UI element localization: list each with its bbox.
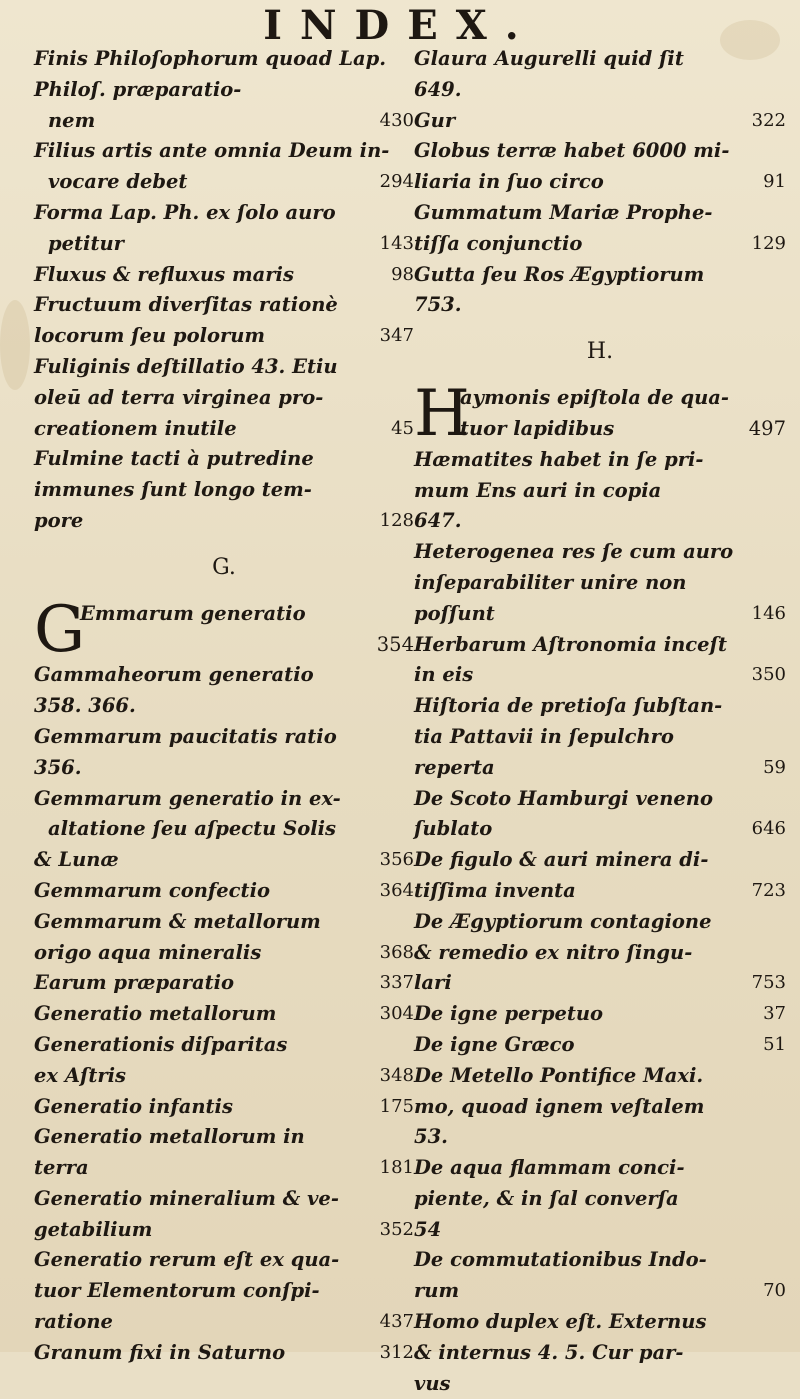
index-entry — [414, 229, 786, 260]
entry-text: Finis Philoſophorum quoad Lap. Philoſ. præparatio- — [34, 47, 386, 101]
entry-text: vus — [414, 1371, 451, 1395]
page-number: 294 — [379, 171, 414, 193]
index-entry — [34, 1338, 414, 1369]
entry-text: locorum ſeu polorum — [34, 324, 266, 348]
entry-text: De figulo & auri minera di- — [414, 848, 709, 872]
index-entry — [34, 506, 414, 537]
entry-text: Gemmarum generatio in ex- — [34, 786, 341, 810]
index-entry — [34, 907, 414, 938]
entry-text: Hiſtoria de pretioſa ſubſtan- — [414, 694, 723, 718]
drop-cap: H — [414, 377, 470, 452]
index-entry — [34, 784, 414, 846]
index-entry — [414, 198, 786, 229]
page-number: 91 — [763, 171, 786, 193]
index-entry — [34, 352, 414, 383]
page-number: 304 — [379, 1003, 414, 1025]
index-entry — [34, 660, 414, 691]
index-entry — [414, 1122, 786, 1153]
index-entry — [414, 260, 786, 291]
entry-text: Hæmatites habet in ſe pri- — [414, 447, 704, 471]
section-letter-g: G. — [212, 554, 236, 580]
page-number: 59 — [763, 756, 786, 778]
entry-text: De Metello Pontifice Maxi. — [414, 1063, 704, 1087]
index-entry — [34, 1092, 414, 1123]
entry-text: Fluxus & refluxus maris — [34, 262, 294, 286]
entry-text: Forma Lap. Ph. ex ſolo auro — [34, 200, 336, 224]
index-entry — [414, 845, 786, 876]
paper-stain — [0, 300, 30, 390]
entry-text: tia Pattavii in ſepulchro — [414, 724, 674, 748]
index-entry — [414, 44, 786, 75]
index-entry — [34, 383, 414, 414]
drop-cap-entry — [414, 377, 786, 452]
entry-continuation: nem — [48, 108, 96, 132]
entry-continuation — [80, 630, 414, 661]
entry-text: Gutta ſeu Ros Ægyptiorum — [414, 262, 705, 286]
drop-cap-entry — [34, 592, 414, 667]
entry-text: Generationis diſparitas — [34, 1032, 288, 1056]
page-number: 37 — [763, 1003, 786, 1025]
entry-text: Generatio metallorum — [34, 1002, 277, 1026]
entry-text: in eis — [414, 663, 474, 687]
entry-text: 647. — [414, 509, 462, 533]
index-entry — [34, 321, 414, 352]
index-entry — [34, 414, 414, 445]
page-number: 70 — [763, 1280, 786, 1302]
page-number: 753 — [751, 972, 786, 994]
index-entry — [34, 722, 414, 753]
page-number: 356 — [379, 849, 414, 871]
index-entry — [34, 1307, 414, 1338]
entry-text: creationem inutile — [34, 416, 237, 440]
page-number: 347 — [379, 325, 414, 347]
page-number: 45 — [391, 417, 414, 439]
entry-text: & Lunæ — [34, 848, 119, 872]
index-entry — [414, 1061, 786, 1092]
entry-text: De Scoto Hamburgi veneno — [414, 786, 713, 810]
index-entry — [414, 445, 786, 476]
entry-text: reperta — [414, 755, 495, 779]
entry-text: 53. — [414, 1125, 448, 1149]
index-entry — [414, 1369, 786, 1399]
entry-text: 358. 366. — [34, 694, 136, 718]
entry-text: Filius artis ante omnia Deum in- — [34, 139, 390, 163]
entry-text: Gemmarum confectio — [34, 878, 270, 902]
entry-text: getabilium — [34, 1217, 153, 1241]
page-number: 146 — [751, 602, 786, 624]
index-entry — [414, 290, 786, 321]
index-entry — [34, 845, 414, 876]
index-entry — [414, 876, 786, 907]
left-column — [34, 44, 414, 1369]
index-entry — [414, 753, 786, 784]
entry-text: Generatio rerum eſt ex qua- — [34, 1248, 340, 1272]
index-entry — [34, 475, 414, 506]
index-entry — [34, 290, 414, 321]
entry-text: mum Ens auri in copia — [414, 478, 662, 502]
index-entry — [414, 1030, 786, 1061]
index-entry — [414, 167, 786, 198]
entry-text: Granum fixi in Saturno — [34, 1340, 286, 1364]
entry-text: De aqua flammam conci- — [414, 1156, 685, 1180]
entry-text: Generatio mineralium & ve- — [34, 1186, 339, 1210]
entry-continuation: tuor lapidibus 497 — [460, 414, 786, 445]
page-number: 497 — [748, 416, 786, 440]
index-heading: INDEX. — [263, 2, 537, 49]
page-number: 364 — [379, 879, 414, 901]
page-number: 723 — [751, 879, 786, 901]
entry-text: Fulmine tacti à putredine — [34, 447, 314, 471]
entry-text: rum — [414, 1279, 460, 1303]
index-entry — [414, 691, 786, 722]
entry-text: liaria in ſuo circo — [414, 170, 604, 194]
entry-text: Gammaheorum generatio — [34, 663, 314, 687]
entry-text: Homo duplex eſt. Externus — [414, 1310, 707, 1334]
page-number: 348 — [379, 1064, 414, 1086]
entry-text: Globus terræ habet 6000 mi- — [414, 139, 730, 163]
page-number: 646 — [751, 818, 786, 840]
index-entry — [34, 691, 414, 722]
entry-text: lari — [414, 971, 452, 995]
entry-text: ex Aſtris — [34, 1063, 127, 1087]
index-entry — [34, 1215, 414, 1246]
index-entry — [414, 907, 786, 938]
entry-text: Herbarum Aſtronomia inceſt — [414, 632, 727, 656]
entry-text: De commutationibus Indo- — [414, 1248, 707, 1272]
index-entry — [414, 938, 786, 969]
entry-text: Gemmarum paucitatis ratio — [34, 724, 337, 748]
index-entry — [414, 660, 786, 691]
index-entry — [414, 784, 786, 815]
entry-text: & remedio ex nitro ſingu- — [414, 940, 693, 964]
index-entry — [414, 136, 786, 167]
index-entry — [34, 260, 414, 291]
index-entry — [414, 75, 786, 106]
page-number: 128 — [379, 509, 414, 531]
entry-continuation: petitur — [48, 231, 124, 255]
page-number: 98 — [391, 263, 414, 285]
index-entry — [34, 1184, 414, 1215]
entry-text: tuor Elementorum conſpi- — [34, 1279, 320, 1303]
index-entry — [34, 44, 414, 136]
page-number: 337 — [379, 972, 414, 994]
index-entry — [414, 1276, 786, 1307]
entry-text: De igne Græco — [414, 1032, 575, 1056]
index-entry — [414, 722, 786, 753]
entry-text: ſublato — [414, 817, 493, 841]
entry-text: tiſſa conjunctio — [414, 231, 583, 255]
entry-text: tiſſima inventa — [414, 878, 576, 902]
entry-text: & internus 4. 5. Cur par- — [414, 1340, 684, 1364]
entry-text: poſſunt — [414, 601, 495, 625]
page-number: 430 — [379, 109, 414, 131]
index-entry — [34, 968, 414, 999]
index-entry — [414, 1245, 786, 1276]
entry-continuation: altatione ſeu aſpectu Solis — [48, 817, 337, 841]
index-entry — [34, 198, 414, 260]
page-number: 322 — [751, 109, 786, 131]
index-entry — [34, 1030, 414, 1061]
index-entry — [34, 1122, 414, 1153]
entry-text: inſeparabiliter unire non — [414, 570, 687, 594]
index-entry — [414, 630, 786, 661]
index-entry — [414, 506, 786, 537]
index-entry — [414, 537, 786, 568]
index-entry — [34, 938, 414, 969]
entry-text: Emmarum generatio — [80, 601, 306, 625]
entry-text: Earum præparatio — [34, 971, 235, 995]
index-entry — [414, 476, 786, 507]
entry-continuation: vocare debet — [48, 170, 188, 194]
page-number: 143 — [379, 232, 414, 254]
index-entry — [414, 814, 786, 845]
entry-text: mo, quoad ignem veſtalem — [414, 1094, 705, 1118]
entry-text: aymonis epiſtola de qua- — [460, 386, 730, 410]
entry-text: oleū ad terra virginea pro- — [34, 385, 324, 409]
index-entry — [414, 999, 786, 1030]
index-entry — [34, 444, 414, 475]
index-entry — [414, 1153, 786, 1184]
entry-text: 356. — [34, 755, 82, 779]
right-column — [414, 44, 786, 1399]
page-number: 354 — [376, 632, 414, 656]
index-entry — [34, 753, 414, 784]
index-entry — [414, 1184, 786, 1215]
entry-text: 753. — [414, 293, 462, 317]
index-entry — [414, 599, 786, 630]
index-entry — [34, 1245, 414, 1276]
entry-text: Gummatum Mariæ Prophe- — [414, 200, 713, 224]
index-entry — [414, 968, 786, 999]
index-entry — [34, 1153, 414, 1184]
entry-text: Gur — [414, 108, 456, 132]
entry-text: Generatio metallorum in — [34, 1125, 305, 1149]
entry-text: Generatio infantis — [34, 1094, 233, 1118]
page-number: 312 — [379, 1341, 414, 1363]
index-entry — [34, 876, 414, 907]
page-number: 175 — [379, 1095, 414, 1117]
entry-text: ratione — [34, 1310, 113, 1334]
section-letter-h: H. — [586, 339, 614, 365]
index-entry — [414, 1338, 786, 1369]
page-number: 368 — [379, 941, 414, 963]
entry-text: Fructuum diverſitas rationè — [34, 293, 338, 317]
entry-text: De igne perpetuo — [414, 1002, 604, 1026]
drop-cap: G — [34, 592, 86, 667]
index-entry — [414, 1092, 786, 1123]
entry-text: origo aqua mineralis — [34, 940, 262, 964]
page-number: 181 — [379, 1157, 414, 1179]
page-number: 352 — [379, 1218, 414, 1240]
page-number: 51 — [763, 1033, 786, 1055]
entry-text: Heterogenea res ſe cum auro — [414, 540, 734, 564]
index-entry — [414, 1307, 786, 1338]
index-entry — [34, 999, 414, 1030]
entry-text: immunes ſunt longo tem- — [34, 478, 312, 502]
entry-text: Glaura Augurelli quid ſit — [414, 47, 684, 70]
entry-text: pore — [34, 508, 84, 532]
index-entry — [414, 568, 786, 599]
index-entry — [34, 1061, 414, 1092]
page-number: 350 — [751, 664, 786, 686]
entry-text: 54 — [414, 1217, 442, 1241]
index-entry — [34, 1276, 414, 1307]
entry-text: Gemmarum & metallorum — [34, 909, 321, 933]
entry-text: terra — [34, 1156, 89, 1180]
page-number: 129 — [751, 232, 786, 254]
page-number: 437 — [379, 1311, 414, 1333]
entry-text: 649. — [414, 77, 462, 101]
index-entry — [414, 106, 786, 137]
entry-text: Fuliginis deſtillatio 43. Etiu — [34, 354, 338, 378]
entry-text: piente, & in ſal converſa — [414, 1186, 679, 1210]
index-entry — [34, 136, 414, 198]
index-entry — [414, 1215, 786, 1246]
entry-text: De Ægyptiorum contagione — [414, 909, 712, 933]
